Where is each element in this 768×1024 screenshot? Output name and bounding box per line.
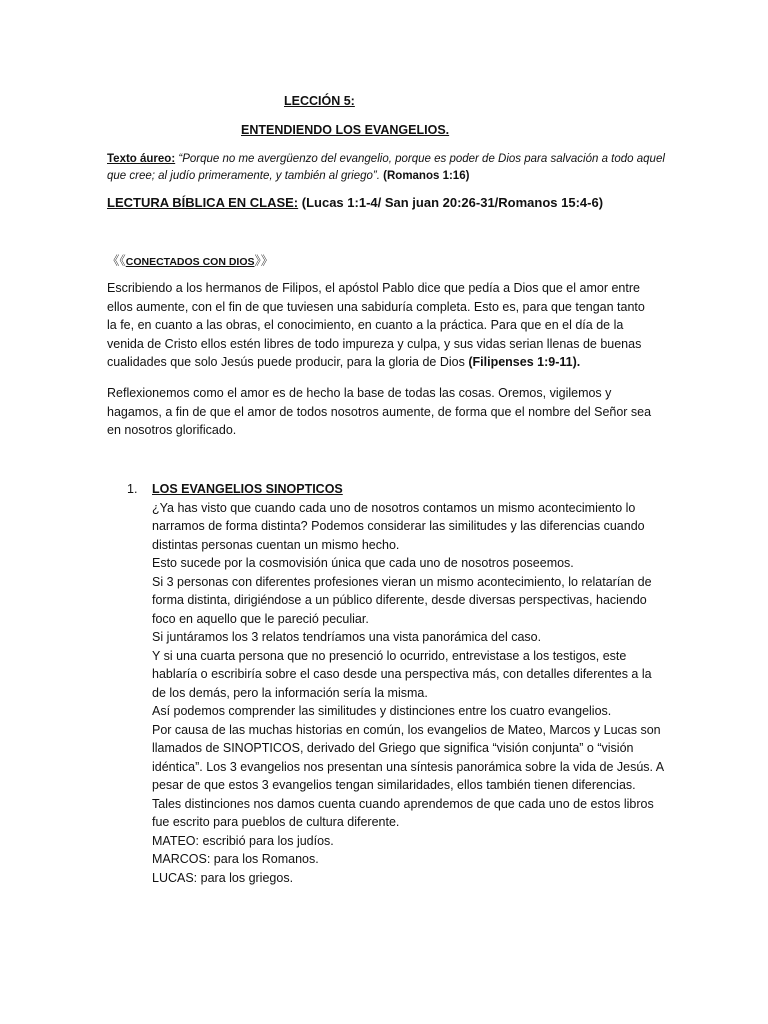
paragraph-1-line: Escribiendo a los hermanos de Filipos, el apóstol Pablo dice que pedía a Dios que el amor entre [107,281,640,295]
paragraph-1-line: ellos aumente, con el fin de que tuviesen una sabiduría completa. Esto es, para que tengan tanto [107,299,645,314]
golden-text-line-2: que cree; al judío primeramente, y también al griego”. [107,170,380,182]
reading-line [107,195,603,210]
section-1-line: Por causa de las muchas historias en común, los evangelios de Mateo, Marcos y Lucas son [152,722,661,737]
reading-references: (Lucas 1:1-4/ San juan 20:26-31/Romanos 15:4-6) [301,195,604,210]
section-1-line: Esto sucede por la cosmovisión única que cada uno de nosotros poseemos. [152,556,574,570]
paragraph-1-last-line [107,353,667,372]
connected-close: 》》 [254,254,274,268]
paragraph-1-last-text: cualidades que solo Jesús puede producir, para la gloria de Dios [107,355,465,369]
section-1-line: llamados de SINOPTICOS, derivado del Griego que significa “visión conjunta” o “visión [152,741,634,755]
section-1-line: Y si una cuarta persona que no presenció lo ocurrido, entrevistase a los testigos, este [152,648,627,663]
section-1-number: 1. [127,482,138,496]
section-1-line: idéntica”. Los 3 evangelios nos presentan una síntesis panorámica sobre la vida de Jesús. A [152,759,665,774]
section-1-line: forma distinta, dirigiéndose a un público diferente, desde diversas perspectivas, haciendo [152,593,647,607]
lesson-number: LECCIÓN 5: [284,94,355,108]
paragraph-2-line: Reflexionemos como el amor es de hecho la base de todas las cosas. Oremos, vigilemos y [107,386,612,400]
section-1-line: pesar de que estos 3 evangelios tengan similaridades, ellos también tienen diferencias. [152,778,636,792]
reading-label: LECTURA BÍBLICA EN CLASE: [107,195,299,210]
section-1-line: MARCOS: para los Romanos. [152,852,319,866]
paragraph-1 [107,279,667,372]
section-1-line: LUCAS: para los griegos. [152,870,294,885]
section-1-line: Así podemos comprender las similitudes y distinciones entre los cuatro evangelios. [152,704,612,718]
golden-text-label: Texto áureo: [107,153,176,165]
paragraph-1-line: la fe, en cuanto a las obras, el conocimiento, en cuanto a la práctica. Para que en el día de la [107,318,624,332]
section-1-heading: LOS EVANGELIOS SINOPTICOS [152,482,343,496]
section-1-line: hablaría o escribiría sobre el caso desde una perspectiva más, con detalles diferentes a la [152,667,652,681]
section-1 [152,480,672,887]
section-1-line: Tales distinciones nos damos cuenta cuando aprendemos de que cada uno de estos libros [152,796,654,811]
section-1-line: foco en aquello que le pareció peculiar. [152,611,369,626]
golden-text-line-1: “Porque no me avergüenzo del evangelio, porque es poder de Dios para salvación a todo aquel [178,153,665,165]
connected-open: 《《 [107,254,126,268]
section-1-line: fue escrito para pueblos de cultura diferente. [152,815,400,829]
paragraph-1-reference: (Filipenses 1:9-11). [468,355,581,369]
section-1-line: Si 3 personas con diferentes profesiones vieran un mismo acontecimiento, lo relatarían de [152,574,652,589]
paragraph-2-line: en nosotros glorificado. [107,423,237,437]
golden-text [107,151,665,185]
connected-heading [107,251,273,269]
section-1-line: narramos de forma distinta? Podemos considerar las similitudes y las diferencias cuando [152,519,645,533]
section-1-line: MATEO: escribió para los judíos. [152,833,334,848]
paragraph-2 [107,384,667,440]
golden-text-reference: (Romanos 1:16) [383,170,470,182]
section-1-line: ¿Ya has visto que cuando cada uno de nosotros contamos un mismo acontecimiento lo [152,500,636,515]
lesson-title: ENTENDIENDO LOS EVANGELIOS. [241,123,450,137]
connected-label: CONECTADOS CON DIOS [125,256,255,268]
section-1-line: de los demás, pero la información sería la misma. [152,685,428,700]
paragraph-2-line: hagamos, a fin de que el amor de todos nosotros aumente, de forma que el nombre del Señor sea [107,404,652,419]
section-1-line: Si juntáramos los 3 relatos tendríamos una vista panorámica del caso. [152,630,542,644]
paragraph-1-line: venida de Cristo ellos estén libres de todo impureza y culpa, y sus vidas serian llenas de buenas [107,336,642,351]
section-1-line: distintas personas cuentan un mismo hecho. [152,537,400,552]
